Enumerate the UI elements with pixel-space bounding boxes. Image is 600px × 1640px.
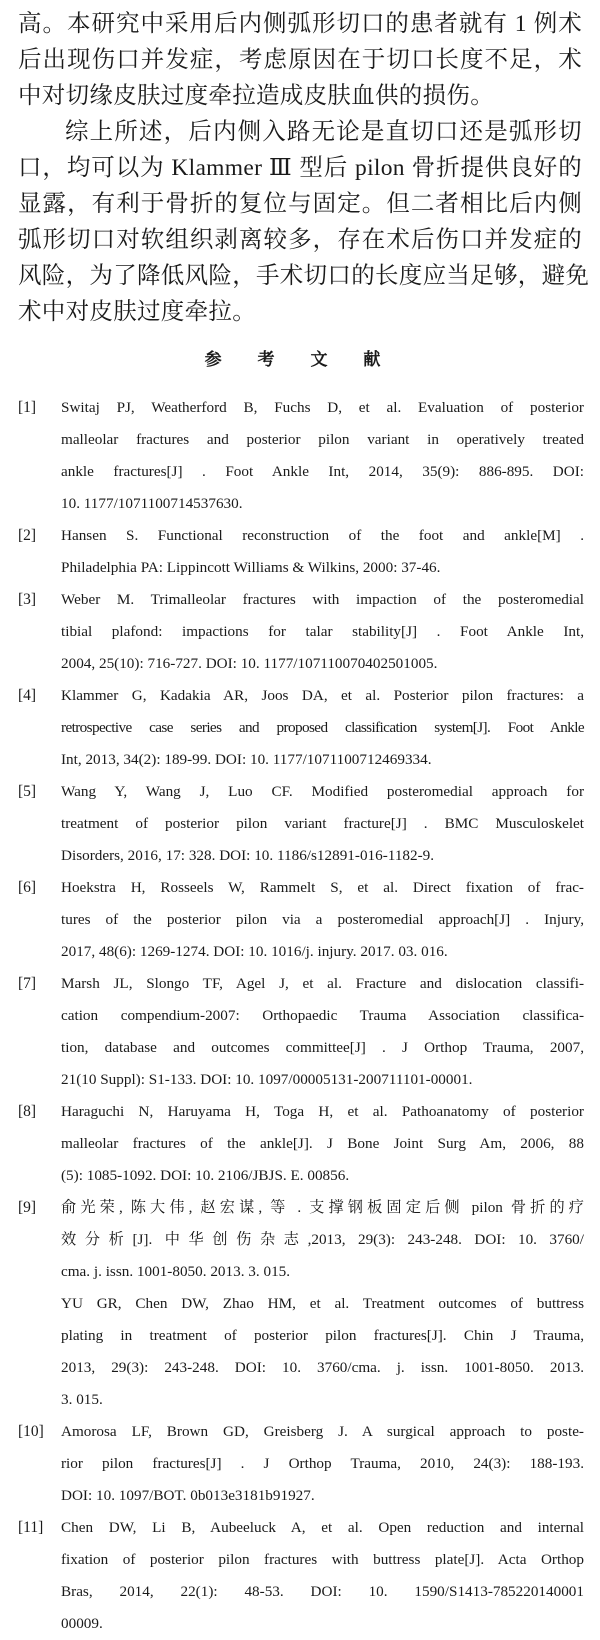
reference-number: [6] <box>18 879 37 896</box>
reference-line: Switaj PJ, Weatherford B, Fuchs D, et al. Evaluation of posterior <box>61 399 584 416</box>
reference-number: [7] <box>18 975 37 992</box>
reference-item-8 <box>18 1096 584 1192</box>
reference-number: [10] <box>18 1423 44 1440</box>
reference-line: rior pilon fractures[J] . J Orthop Trauma, 2010, 24(3): 188-193. <box>61 1455 584 1472</box>
reference-item-10 <box>18 1416 584 1512</box>
reference-line: malleolar fractures and posterior pilon variant in operatively treated <box>61 431 584 448</box>
reference-line: DOI: 10. 1097/BOT. 0b013e3181b91927. <box>61 1487 315 1504</box>
reference-number: [2] <box>18 527 37 544</box>
reference-line: 21(10 Suppl): S1-133. DOI: 10. 1097/00005131-200711101-00001. <box>61 1071 473 1088</box>
reference-item-11 <box>18 1512 584 1640</box>
reference-line: treatment of posterior pilon variant fracture[J] . BMC Musculoskelet <box>61 815 584 832</box>
reference-line: retrospective case series and proposed classification system[J]. Foot Ankle <box>61 719 584 736</box>
reference-line: plating in treatment of posterior pilon fractures[J]. Chin J Trauma, <box>61 1327 584 1344</box>
reference-number: [9] <box>18 1199 37 1216</box>
reference-line: Wang Y, Wang J, Luo CF. Modified posteromedial approach for <box>61 783 584 800</box>
reference-line: 3. 015. <box>61 1391 103 1408</box>
reference-line: tures of the posterior pilon via a posteromedial approach[J] . Injury, <box>61 911 584 928</box>
reference-item-6 <box>18 872 584 968</box>
body-line: 术中对皮肤过度牵拉。 <box>18 299 256 325</box>
reference-line: 10. 1177/1071100714537630. <box>61 495 243 512</box>
reference-line: Chen DW, Li B, Aubeeluck A, et al. Open reduction and internal <box>61 1519 584 1536</box>
reference-line: Bras, 2014, 22(1): 48-53. DOI: 10. 1590/S1413-785220140001 <box>61 1583 584 1600</box>
reference-item-4 <box>18 680 584 776</box>
reference-line: Amorosa LF, Brown GD, Greisberg J. A surgical approach to poste- <box>61 1423 584 1440</box>
reference-line: 00009. <box>61 1615 103 1632</box>
reference-line: 2004, 25(10): 716-727. DOI: 10. 1177/107110070402501005. <box>61 655 438 672</box>
reference-item-5 <box>18 776 584 872</box>
reference-item-9 <box>18 1192 584 1416</box>
body-line: 中对切缘皮肤过度牵拉造成皮肤血供的损伤。 <box>18 83 494 109</box>
reference-line: Philadelphia PA: Lippincott Williams & Wilkins, 2000: 37-46. <box>61 559 441 576</box>
reference-line: tion, database and outcomes committee[J] . J Orthop Trauma, 2007, <box>61 1039 584 1056</box>
references-heading: 参 考 文 献 <box>204 350 396 370</box>
reference-item-7 <box>18 968 584 1096</box>
reference-line: tibial plafond: impactions for talar stability[J] . Foot Ankle Int, <box>61 623 584 640</box>
reference-line: YU GR, Chen DW, Zhao HM, et al. Treatment outcomes of buttress <box>61 1295 584 1312</box>
body-line: 显露，有利于骨折的复位与固定。但二者相比后内侧 <box>18 191 582 217</box>
reference-line: 俞光荣, 陈大伟, 赵宏谋, 等 . 支撑钢板固定后侧 pilon 骨折的疗 <box>61 1199 584 1216</box>
reference-number: [8] <box>18 1103 37 1120</box>
reference-item-3 <box>18 584 584 680</box>
reference-line: Weber M. Trimalleolar fractures with impaction of the posteromedial <box>61 591 584 608</box>
reference-line: 效分析[J]. 中华创伤杂志,2013, 29(3): 243-248. DOI: 10. 3760/ <box>61 1231 584 1248</box>
reference-number: [3] <box>18 591 37 608</box>
reference-line: cma. j. issn. 1001-8050. 2013. 3. 015. <box>61 1263 291 1280</box>
reference-line: ankle fractures[J] . Foot Ankle Int, 2014, 35(9): 886-895. DOI: <box>61 463 584 480</box>
reference-number: [4] <box>18 687 37 704</box>
body-line: 高。本研究中采用后内侧弧形切口的患者就有 1 例术 <box>18 11 582 37</box>
reference-line: Klammer G, Kadakia AR, Joos DA, et al. Posterior pilon fractures: a <box>61 687 584 704</box>
body-line: 后出现伤口并发症，考虑原因在于切口长度不足，术 <box>18 47 582 73</box>
reference-line: (5): 1085-1092. DOI: 10. 2106/JBJS. E. 00856. <box>61 1167 350 1184</box>
reference-line: Marsh JL, Slongo TF, Agel J, et al. Fracture and dislocation classifi- <box>61 975 584 992</box>
reference-line: fixation of posterior pilon fractures with buttress plate[J]. Acta Orthop <box>61 1551 584 1568</box>
reference-line: Hansen S. Functional reconstruction of the foot and ankle[M] . <box>61 527 584 544</box>
reference-line: malleolar fractures of the ankle[J]. J Bone Joint Surg Am, 2006, 88 <box>61 1135 584 1152</box>
reference-item-2 <box>18 520 584 584</box>
body-text <box>18 6 590 330</box>
body-line: 风险，为了降低风险，手术切口的长度应当足够，避免 <box>18 263 590 289</box>
body-line: 弧形切口对软组织剥离较多，存在术后伤口并发症的 <box>18 227 582 253</box>
reference-number: [5] <box>18 783 37 800</box>
reference-line: cation compendium-2007: Orthopaedic Trauma Association classifica- <box>61 1007 584 1024</box>
reference-line: 2017, 48(6): 1269-1274. DOI: 10. 1016/j. injury. 2017. 03. 016. <box>61 943 448 960</box>
reference-number: [1] <box>18 399 37 416</box>
body-line: 口，均可以为 Klammer Ⅲ 型后 pilon 骨折提供良好的 <box>18 155 582 181</box>
reference-list <box>18 392 584 1640</box>
reference-line: 2013, 29(3): 243-248. DOI: 10. 3760/cma. j. issn. 1001-8050. 2013. <box>61 1359 584 1376</box>
reference-line: Hoekstra H, Rosseels W, Rammelt S, et al. Direct fixation of frac- <box>61 879 584 896</box>
reference-line: Int, 2013, 34(2): 189-99. DOI: 10. 1177/1071100712469334. <box>61 751 432 768</box>
reference-item-1 <box>18 392 584 520</box>
reference-line: Disorders, 2016, 17: 328. DOI: 10. 1186/s12891-016-1182-9. <box>61 847 435 864</box>
reference-line: Haraguchi N, Haruyama H, Toga H, et al. Pathoanatomy of posterior <box>61 1103 584 1120</box>
body-line: 综上所述，后内侧入路无论是直切口还是弧形切 <box>65 119 582 145</box>
reference-number: [11] <box>18 1519 44 1536</box>
